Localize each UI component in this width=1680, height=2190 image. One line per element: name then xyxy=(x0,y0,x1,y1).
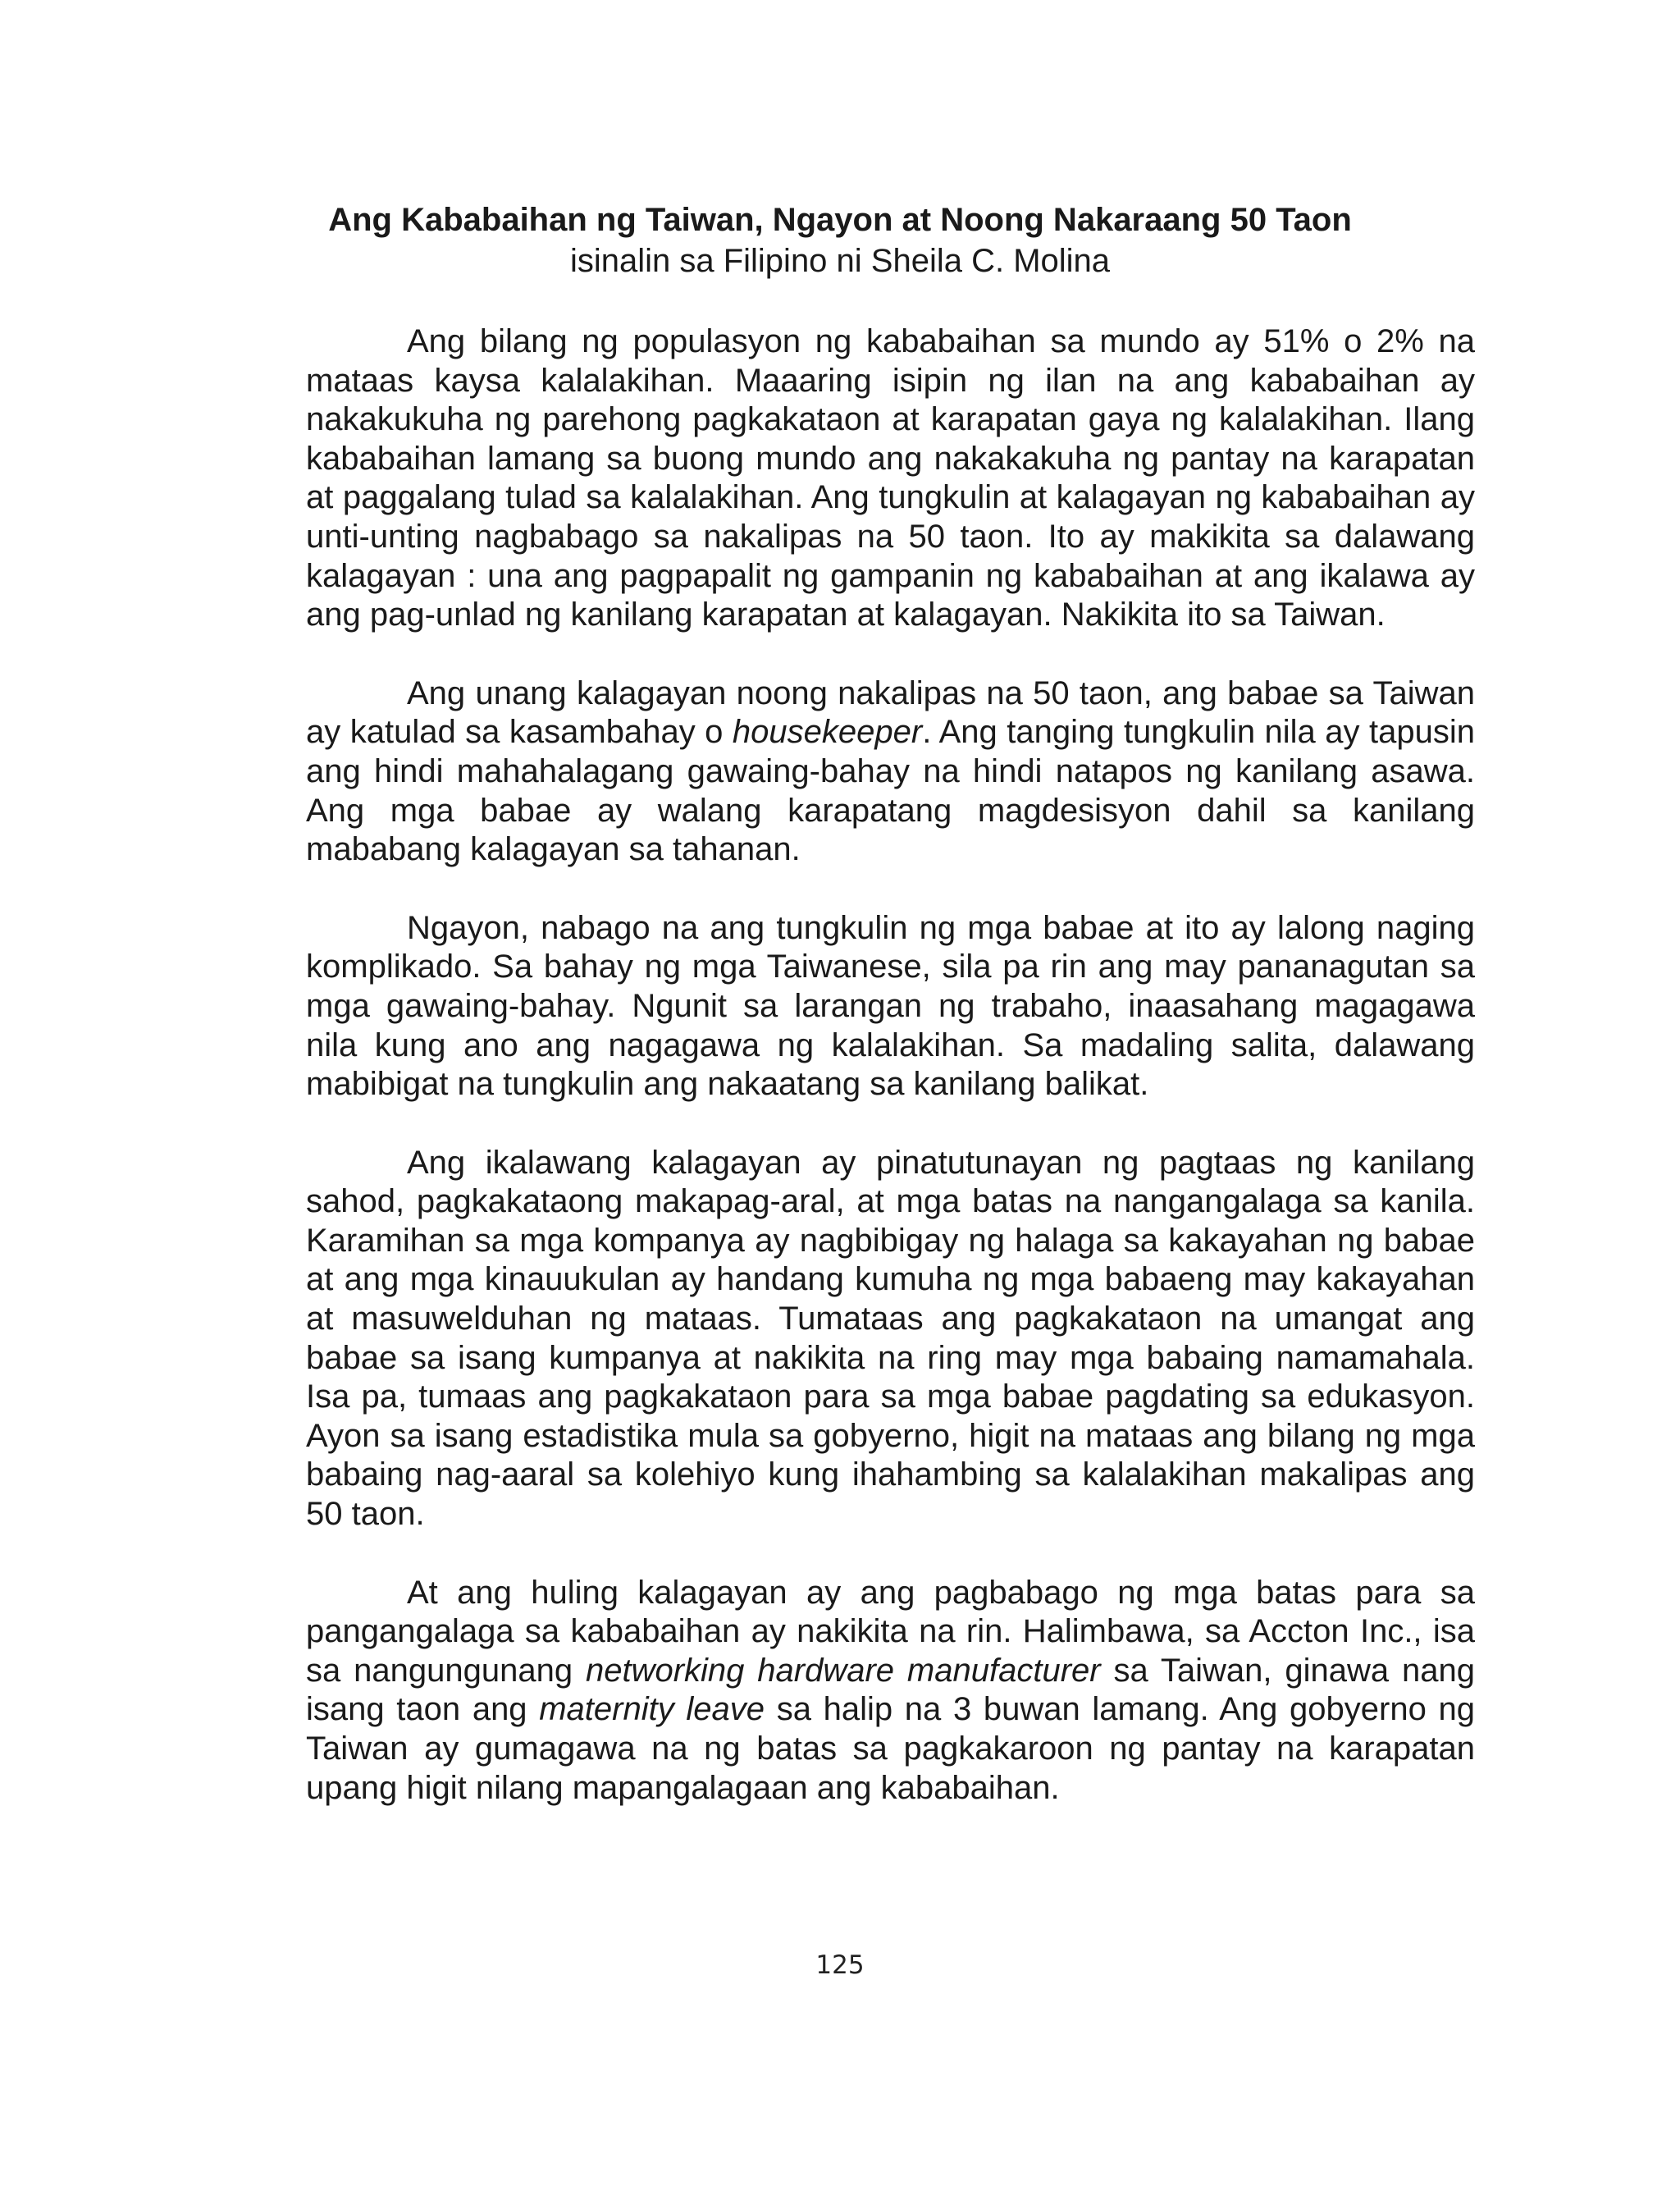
paragraph-text: sa halip na 3 buwan lamang. Ang gobyerno ng Taiwan ay gumagawa na ng batas sa pagkakaroon ng pantay na karapatan upang higit nilang mapangalagaan ang kababaihan. xyxy=(306,1691,1475,1806)
paragraph-5 xyxy=(306,1574,1475,1808)
paragraph-text: sa Taiwan, ginawa nang isang taon ang xyxy=(306,1652,1475,1728)
document-body xyxy=(306,322,1475,1847)
paragraph-text: Ang bilang ng populasyon ng kababaihan sa mundo ay 51% o 2% na mataas kaysa kalalakihan. Maaaring isipin ng ilan na ang kababaihan ay nakakukuha ng parehong pagkakataon at karapatan gaya ng kalalakihan. Ilang kababaihan lamang sa buong mundo ang nakakakuha ng pantay na karapatan at paggalang tulad sa kalalakihan. Ang tungkulin at kalagayan ng kababaihan ay unti-unting nagbabago sa nakalipas na 50 taon. Ito ay makikita sa dalawang kalagayan : una ang pagpapalit ng gampanin ng kababaihan at ang ikalawa ay ang pag-unlad ng kanilang karapatan at kalagayan. Nakikita ito sa Taiwan. xyxy=(306,323,1475,633)
document-title: Ang Kababaihan ng Taiwan, Ngayon at Noong Nakaraang 50 Taon xyxy=(328,202,1352,238)
document-subtitle: isinalin sa Filipino ni Sheila C. Molina xyxy=(569,243,1111,279)
paragraph-text: Ngayon, nabago na ang tungkulin ng mga babae at ito ay lalong naging komplikado. Sa bahay ng mga Taiwanese, sila pa rin ang may pananagutan sa mga gawaing-bahay. Ngunit sa larangan ng trabaho, inaasahang magagawa nila kung ano ang nagagawa ng kalalakihan. Sa madaling salita, dalawang mabibigat na tungkulin ang nakaatang sa kanilang balikat. xyxy=(306,909,1475,1103)
page-number: 125 xyxy=(815,1950,865,1980)
paragraph-text: Ang ikalawang kalagayan ay pinatutunayan ng pagtaas ng kanilang sahod, pagkakataong makapag-aral, at mga batas na nangangalaga sa kanila. Karamihan sa mga kompanya ay nagbibigay ng halaga sa kakayahan ng babae at ang mga kinauukulan ay handang kumuha ng mga babaeng may kakayahan at masuwelduhan ng mataas. Tumataas ang pagkakataon na umangat ang babae sa isang kumpanya at nakikita na ring may mga babaing namamahala. Isa pa, tumaas ang pagkakataon para sa mga babae pagdating sa edukasyon. Ayon sa isang estadistika mula sa gobyerno, higit na mataas ang bilang ng mga babaing nag-aaral sa kolehiyo kung ihahambing sa kalalakihan makalipas ang 50 taon. xyxy=(306,1144,1475,1533)
paragraph-3 xyxy=(306,909,1475,1104)
italic-term: networking hardware manufacturer xyxy=(585,1652,1101,1689)
paragraph-1 xyxy=(306,322,1475,635)
paragraph-2 xyxy=(306,674,1475,870)
paragraph-text: Ang unang kalagayan noong nakalipas na 50 taon, ang babae sa Taiwan ay katulad sa kasambahay o xyxy=(306,674,1475,751)
italic-term: housekeeper xyxy=(732,714,923,751)
italic-term: maternity leave xyxy=(539,1691,765,1728)
paragraph-4 xyxy=(306,1144,1475,1534)
paragraph-text: At ang huling kalagayan ay ang pagbabago ng mga batas para sa pangangalaga sa kababaihan ay nakikita na rin. Halimbawa, sa Accton Inc., isa sa nangungunang xyxy=(306,1574,1475,1689)
paragraph-text: . Ang tanging tungkulin nila ay tapusin ang hindi mahahalagang gawaing-bahay na hindi natapos ng kanilang asawa. Ang mga babae ay walang karapatang magdesisyon dahil sa kanilang mababang kalagayan sa tahanan. xyxy=(306,714,1475,868)
